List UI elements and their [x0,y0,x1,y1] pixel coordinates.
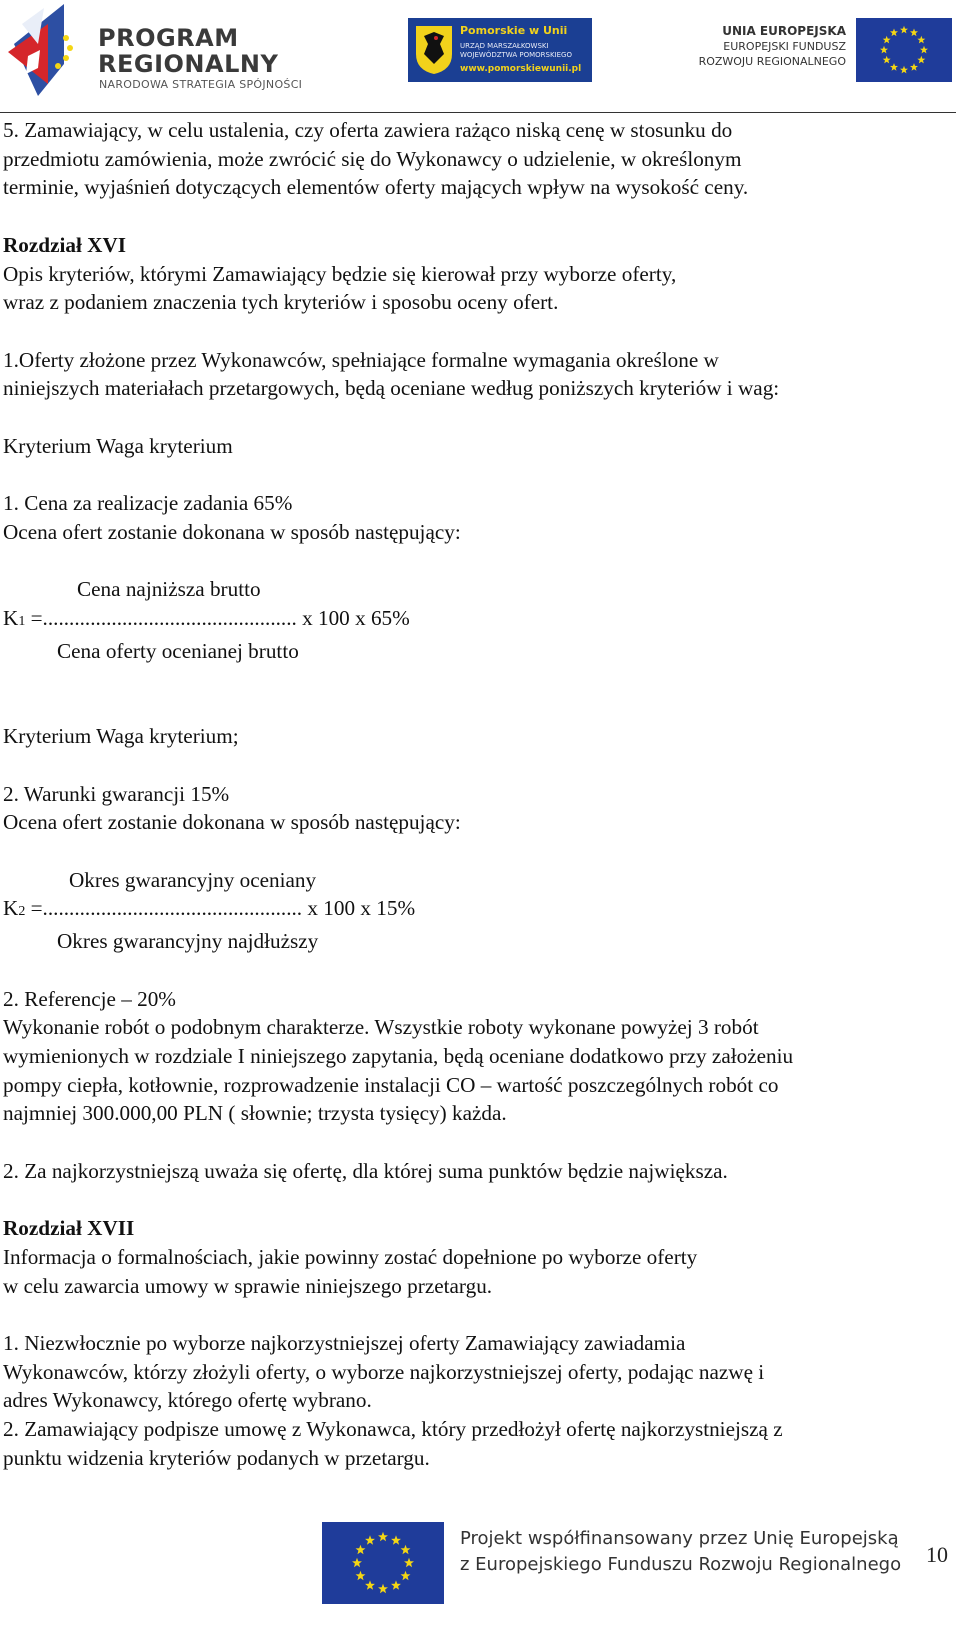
offers-paragraph-line: niniejszych materiałach przetargowych, będą oceniane według poniższych kryteriów i wag: [3,376,780,401]
cofinancing-note [460,1526,901,1578]
notification-paragraph-line: Wykonawców, którzy złożyli oferty, o wyborze najkorzystniejszej oferty, podając nazwę i [3,1359,765,1384]
eu-flag-icon [322,1522,444,1604]
criterion-warranty-description: Ocena ofert zostanie dokonana w sposób następujący: [3,810,461,835]
contract-paragraph-line: 2. Zamawiający podpisze umowę z Wykonawca, który przedłożył ofertę najkorzystniejszą z [3,1417,783,1442]
formula-k1-subscript: 1 [18,613,26,629]
formula-k2-symbol: K [3,896,19,921]
criteria-header: Kryterium Waga kryterium; [3,724,239,749]
formula-k2-numerator: Okres gwarancyjny oceniany [69,867,317,892]
eu-line2: EUROPEJSKI FUNDUSZ [723,40,846,53]
chapter-xvi-subtitle: Opis kryteriów, którymi Zamawiający będzie się kierował przy wyborze oferty, [3,261,677,286]
program-logo-line1: PROGRAM [98,24,239,52]
criterion-price-title: 1. Cena za realizacje zadania 65% [3,491,293,516]
chapter-xvi-subtitle: wraz z podaniem znaczenia tych kryteriów i sposobu oceny ofert. [3,290,559,315]
pomorskie-url: www.pomorskiewunii.pl [460,64,582,74]
criterion-references-title: 2. Referencje – 20% [3,986,176,1011]
chapter-xvii-heading: Rozdział XVII [3,1216,135,1241]
formula-k1-symbol: K [3,605,19,630]
formula-k2-line [3,894,953,927]
cofinancing-line2: z Europejskiego Funduszu Rozwoju Regionalnego [460,1554,902,1575]
chapter-xvi-heading: Rozdział XVI [3,232,126,257]
formula-k1-denominator: Cena oferty ocenianej brutto [57,638,299,663]
page-number: 10 [926,1542,948,1567]
program-logo-line2: REGIONALNY [98,50,279,78]
formula-k1-expression: =................................................ x 100 x 65% [25,605,410,630]
notification-paragraph-line: adres Wykonawcy, którego ofertę wybrano. [3,1388,372,1413]
pomorskie-crest-icon [414,24,454,76]
paragraph-5-line: terminie, wyjaśnień dotyczących elementów oferty mających wpływ na wysokość ceny. [3,175,749,200]
criterion-price-description: Ocena ofert zostanie dokonana w sposób następujący: [3,519,461,544]
criterion-warranty-title: 2. Warunki gwarancji 15% [3,781,230,806]
program-logo-line3: NARODOWA STRATEGIA SPÓJNOŚCI [99,78,303,91]
best-offer-rule: 2. Za najkorzystniejszą uważa się ofertę, dla której suma punktów będzie największa. [3,1158,728,1183]
chapter-xvii-subtitle: w celu zawarcia umowy w sprawie niniejszego przetargu. [3,1273,493,1298]
pomorskie-sub2: WOJEWÓDZTWA POMORSKIEGO [460,51,572,59]
pomorskie-sub1: URZĄD MARSZAŁKOWSKI [460,42,549,50]
program-regionalny-logo-icon [8,4,88,96]
program-regionalny-logo [8,4,308,96]
eu-line1: UNIA EUROPEJSKA [722,24,846,38]
criteria-header: Kryterium Waga kryterium [3,433,233,458]
criterion-references-line: najmniej 300.000,00 PLN ( słownie; trzysta tysięcy) każda. [3,1101,507,1126]
cofinancing-line1: Projekt współfinansowany przez Unię Europejską [460,1528,899,1549]
offers-paragraph-line: 1.Oferty złożone przez Wykonawców, spełniające formalne wymagania określone w [3,347,719,372]
page-header [0,0,960,110]
paragraph-5-line: przedmiotu zamówienia, może zwrócić się do Wykonawcy o udzielenie, w określonym [3,146,742,171]
criterion-references-line: wymienionych w rozdziale I niniejszego zapytania, będą oceniane dodatkowo przy założeniu [3,1043,794,1068]
document-body [3,116,953,1472]
pomorskie-title: Pomorskie w Unii [460,24,568,37]
paragraph-5-line: 5. Zamawiający, w celu ustalenia, czy oferta zawiera rażąco niską cenę w stosunku do [3,118,733,142]
formula-k2-subscript: 2 [18,904,26,920]
notification-paragraph-line: 1. Niezwłocznie po wyborze najkorzystniejszej oferty Zamawiający zawiadamia [3,1330,686,1355]
formula-k2-denominator: Okres gwarancyjny najdłuższy [57,929,319,954]
eu-logo-text [678,24,846,68]
chapter-xvii-subtitle: Informacja o formalnościach, jakie powinny zostać dopełnione po wyborze oferty [3,1244,698,1269]
eu-flag-icon [856,18,952,82]
formula-k2-expression: =................................................. x 100 x 15% [25,896,416,921]
formula-k1-line [3,604,953,637]
pomorskie-logo [408,18,592,82]
criterion-references-line: Wykonanie robót o podobnym charakterze. Wszystkie roboty wykonane powyżej 3 robót [3,1015,759,1040]
eu-line3: ROZWOJU REGIONALNEGO [698,55,846,68]
page-footer [0,1520,960,1626]
criterion-references-line: pompy ciepła, kotłownie, rozprowadzenie instalacji CO – wartość poszczególnych robót co [3,1072,779,1097]
header-divider [0,112,956,113]
contract-paragraph-line: punktu widzenia kryteriów podanych w przetargu. [3,1445,430,1470]
formula-k1-numerator: Cena najniższa brutto [77,577,261,602]
